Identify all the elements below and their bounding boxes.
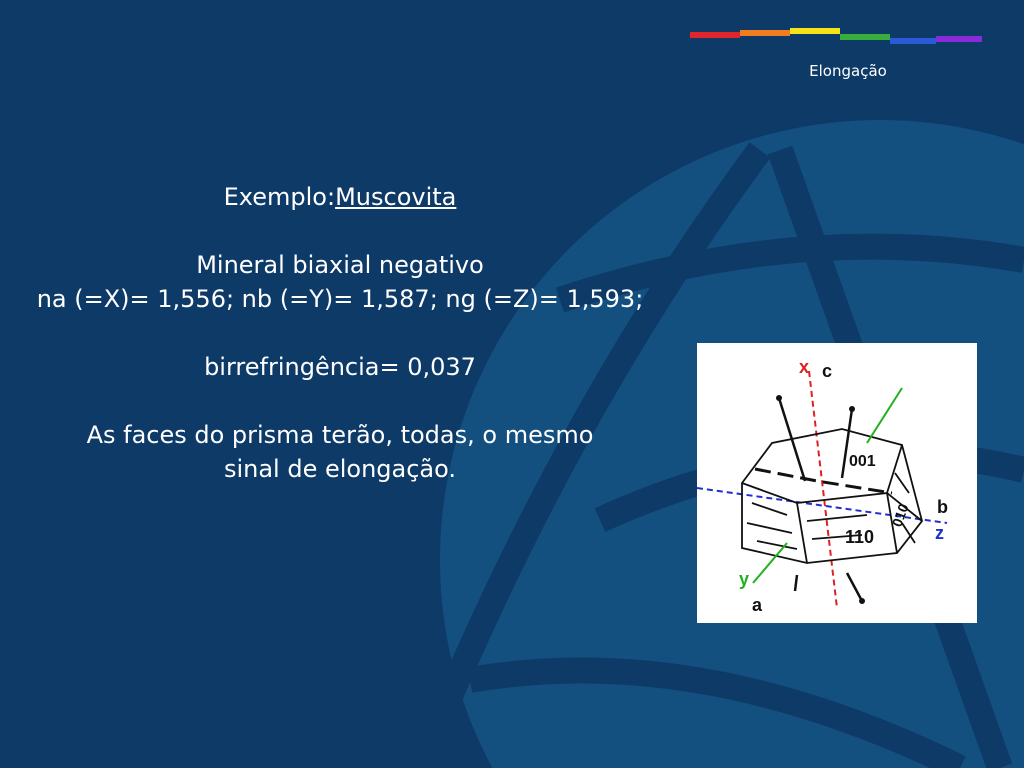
- label-z: z: [935, 523, 944, 543]
- label-a: a: [752, 595, 763, 615]
- birefringence-line: birrefringência= 0,037: [204, 353, 476, 381]
- cleavage-dashed: [755, 469, 892, 493]
- refractive-indices-line: na (=X)= 1,556; nb (=Y)= 1,587; ng (=Z)= 1,593;: [36, 285, 644, 313]
- label-010: 010: [888, 501, 912, 529]
- x-axis: [809, 371, 837, 608]
- faces-line-1: As faces do prisma terão, todas, o mesmo: [86, 421, 594, 449]
- label-b: b: [937, 497, 948, 517]
- spectrum-bar: [690, 26, 982, 48]
- label-y: y: [739, 569, 750, 589]
- mineral-type-line: Mineral biaxial negativo: [196, 251, 484, 279]
- crystal-prism: [742, 429, 922, 563]
- crystal-figure-panel: [697, 343, 977, 623]
- muscovite-crystal-diagram: [697, 343, 977, 623]
- label-110: 110: [845, 527, 875, 547]
- label-x: x: [799, 357, 810, 377]
- section-label: Elongação: [809, 62, 887, 80]
- label-001: 001: [849, 453, 876, 470]
- mineral-name: Muscovita: [335, 183, 457, 211]
- example-line: [20, 180, 660, 214]
- example-prefix: Exemplo:: [223, 183, 336, 211]
- y-axis-lower: [753, 543, 787, 583]
- y-axis-upper: [867, 388, 902, 443]
- label-c: c: [822, 361, 833, 381]
- z-axis: [697, 488, 947, 523]
- faces-line-2: sinal de elongação.: [223, 455, 457, 483]
- slide-text: [20, 180, 660, 486]
